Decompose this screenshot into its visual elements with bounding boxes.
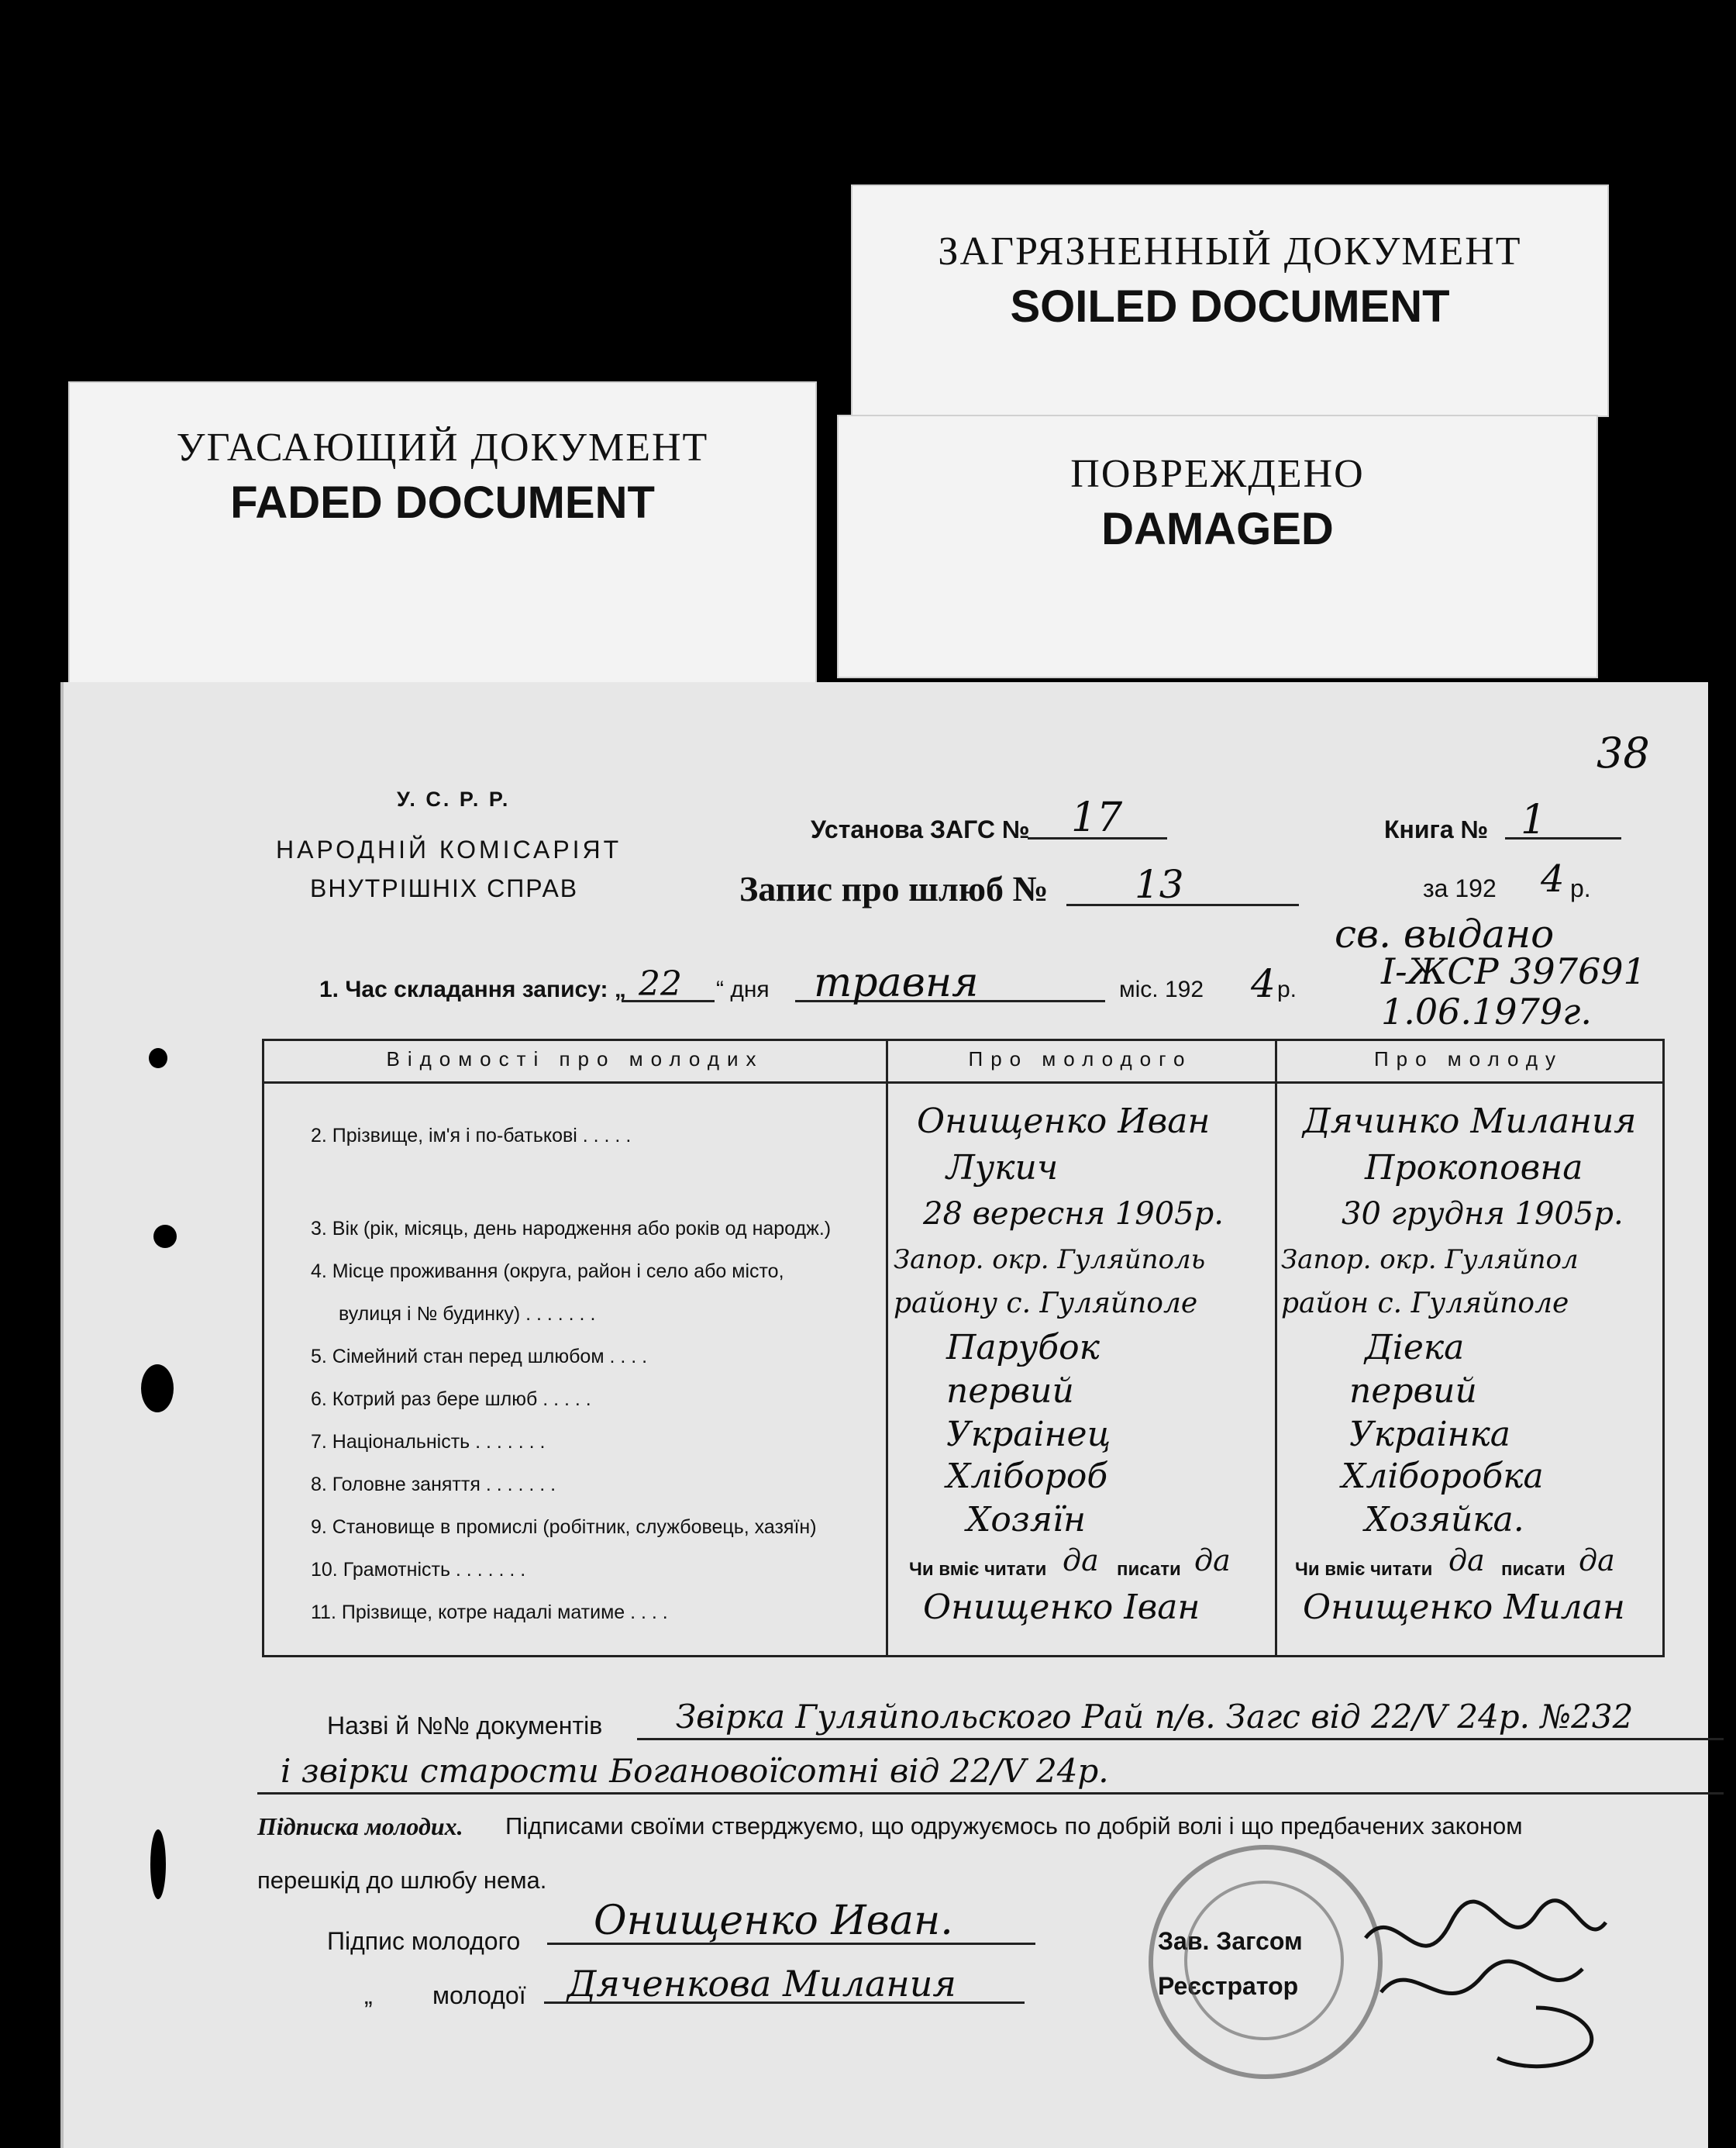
groom-marital: Парубок [946, 1328, 1100, 1367]
row-label-literacy: 10. Грамотність . . . . . . . [311, 1559, 526, 1581]
bride-nationality: Украінка [1349, 1415, 1511, 1454]
bride-literacy-read: да [1448, 1543, 1485, 1577]
state-name: У. С. Р. Р. [397, 788, 511, 811]
documents-line-2: і звірки старости Богановоїсотні від 22/V 24р. [281, 1752, 1109, 1790]
bride-signature-prefix: „ [364, 1981, 373, 2009]
book-label: Книга № [1384, 815, 1489, 843]
faded-label-en: FADED DOCUMENT [230, 478, 655, 528]
ministry-line-2: ВНУТРІШНІХ СПРАВ [310, 874, 579, 902]
issued-note-2: І-ЖСР 397691 [1381, 950, 1646, 992]
bride-signature-label: молодої [432, 1981, 526, 2009]
issued-note-1: св. выдано [1335, 912, 1555, 957]
groom-literacy-write: да [1194, 1543, 1231, 1577]
bride-residence-2: район с. Гуляйполе [1281, 1288, 1569, 1319]
record-number: 13 [1135, 862, 1184, 907]
soiled-document-label [851, 184, 1609, 417]
bride-surname: Онищенко Милан [1303, 1588, 1625, 1627]
groom-residence-1: Запор. окр. Гуляйполь [894, 1244, 1206, 1275]
year-label: за 192 [1423, 874, 1497, 902]
declaration-text-2: перешкід до шлюбу нема. [257, 1867, 547, 1894]
groom-residence-2: району с. Гуляйполе [894, 1288, 1198, 1319]
col-header-groom: Про молодого [968, 1047, 1193, 1071]
documents-line-1: Звірка Гуляйпольского Рай п/в. Загс від 22/V 24р. №232 [676, 1698, 1634, 1736]
groom-surname: Онищенко Іван [923, 1588, 1200, 1627]
groom-position: Хозяїн [966, 1500, 1086, 1539]
book-number: 1 [1521, 797, 1547, 843]
issued-note-3: 1.06.1979г. [1381, 991, 1592, 1033]
ministry-line-1: НАРОДНІЙ КОМІСАРІЯТ [276, 836, 622, 864]
bride-signature: Дяченкова Милания [567, 1963, 956, 2005]
row-label-residence: 4. Місце проживання (округа, район і село або місто, [311, 1260, 784, 1282]
bride-literacy-read-label: Чи вміє читати [1295, 1559, 1433, 1580]
bride-name: Дячинко Милания [1303, 1102, 1637, 1141]
documents-label: Назві й №№ документів [327, 1712, 603, 1739]
bride-birth: 30 грудня 1905р. [1342, 1196, 1624, 1232]
damaged-label-ru: ПОВРЕЖДЕНО [1070, 452, 1365, 496]
head-registrar-label: Зав. Загсом [1158, 1927, 1303, 1955]
record-title: Запис про шлюб № [739, 869, 1049, 909]
row-label-age: 3. Вік (рік, місяць, день народження або років од народж.) [311, 1218, 832, 1239]
year-suffix: р. [1570, 874, 1591, 902]
row-label-marital: 5. Сімейний стан перед шлюбом . . . . [311, 1346, 648, 1367]
record-month: травня [814, 960, 979, 1006]
row-label-nationality: 7. Національність . . . . . . . [311, 1431, 546, 1453]
groom-times: первий [946, 1371, 1074, 1411]
groom-nationality: Украінец [946, 1415, 1111, 1454]
details-table [262, 1039, 1665, 1657]
registrar-label: Реєстратор [1158, 1972, 1299, 2000]
bride-times: первий [1349, 1371, 1477, 1411]
groom-name: Онищенко Иван [917, 1102, 1211, 1141]
punch-hole [149, 1048, 167, 1068]
faded-label-ru: УГАСАЮЩИЙ ДОКУМЕНТ [176, 426, 709, 470]
record-year-digit: 4 [1251, 961, 1276, 1006]
groom-patronymic: Лукич [946, 1148, 1059, 1188]
bride-literacy-write: да [1579, 1543, 1615, 1577]
record-day: 22 [639, 964, 682, 1004]
col-header-details: Відомості про молодих [386, 1047, 764, 1071]
date-year-suffix: р. [1277, 977, 1297, 1002]
bride-position: Хозяйка. [1365, 1500, 1524, 1539]
declaration-text-1: Підписами своїми стверджуємо, що одружуємось по добрій волі і що предбачених законом [505, 1812, 1523, 1839]
punch-hole [153, 1225, 177, 1248]
bride-occupation: Хліборобка [1342, 1457, 1544, 1496]
bride-marital: Діека [1365, 1328, 1465, 1367]
col-header-bride: Про молоду [1373, 1047, 1564, 1071]
bride-residence-1: Запор. окр. Гуляйпол [1281, 1244, 1579, 1275]
day-suffix: “ дня [716, 977, 770, 1002]
groom-occupation: Хлібороб [946, 1457, 1108, 1496]
row-label-residence-2: вулиця і № будинку) . . . . . . . [339, 1303, 596, 1325]
damaged-label-en: DAMAGED [1101, 504, 1334, 554]
office-number: 17 [1071, 795, 1123, 841]
groom-literacy-read-label: Чи вміє читати [909, 1559, 1047, 1580]
groom-signature-label: Підпис молодого [327, 1927, 521, 1955]
marriage-record-sheet [60, 682, 1708, 2148]
punch-hole [150, 1829, 166, 1899]
bride-patronymic: Прокоповна [1365, 1148, 1583, 1188]
office-label: Установа ЗАГС № [811, 815, 1030, 843]
row-label-surname: 11. Прізвище, котре надалі матиме . . . . [311, 1602, 668, 1623]
groom-birth: 28 вересня 1905р. [923, 1196, 1224, 1232]
damaged-document-label [837, 415, 1598, 678]
faded-document-label [68, 381, 817, 688]
row-label-position: 9. Становище в промислі (робітник, службовець, хазяїн) [311, 1516, 817, 1538]
row-label-occupation: 8. Головне заняття . . . . . . . [311, 1474, 556, 1495]
row-label-name: 2. Прізвище, ім'я і по-батькові . . . . . [311, 1125, 632, 1146]
year-digit: 4 [1541, 857, 1565, 901]
groom-literacy-write-label: писати [1117, 1559, 1181, 1580]
month-suffix: міс. 192 [1119, 977, 1204, 1002]
date-label: 1. Час складання запису: „ [319, 977, 626, 1002]
groom-literacy-read: да [1063, 1543, 1099, 1577]
declaration-title: Підписка молодих. [257, 1812, 463, 1840]
page-number: 38 [1596, 729, 1650, 777]
bride-literacy-write-label: писати [1501, 1559, 1566, 1580]
official-stamp [1149, 1845, 1383, 2079]
punch-hole [141, 1364, 174, 1412]
registrar-signature-scribble [1350, 1891, 1629, 2077]
soiled-label-ru: ЗАГРЯЗНЕННЫЙ ДОКУМЕНТ [938, 229, 1522, 274]
row-label-times: 6. Котрий раз бере шлюб . . . . . [311, 1388, 591, 1410]
soiled-label-en: SOILED DOCUMENT [1010, 281, 1450, 332]
groom-signature: Онищенко Иван. [594, 1898, 953, 1944]
